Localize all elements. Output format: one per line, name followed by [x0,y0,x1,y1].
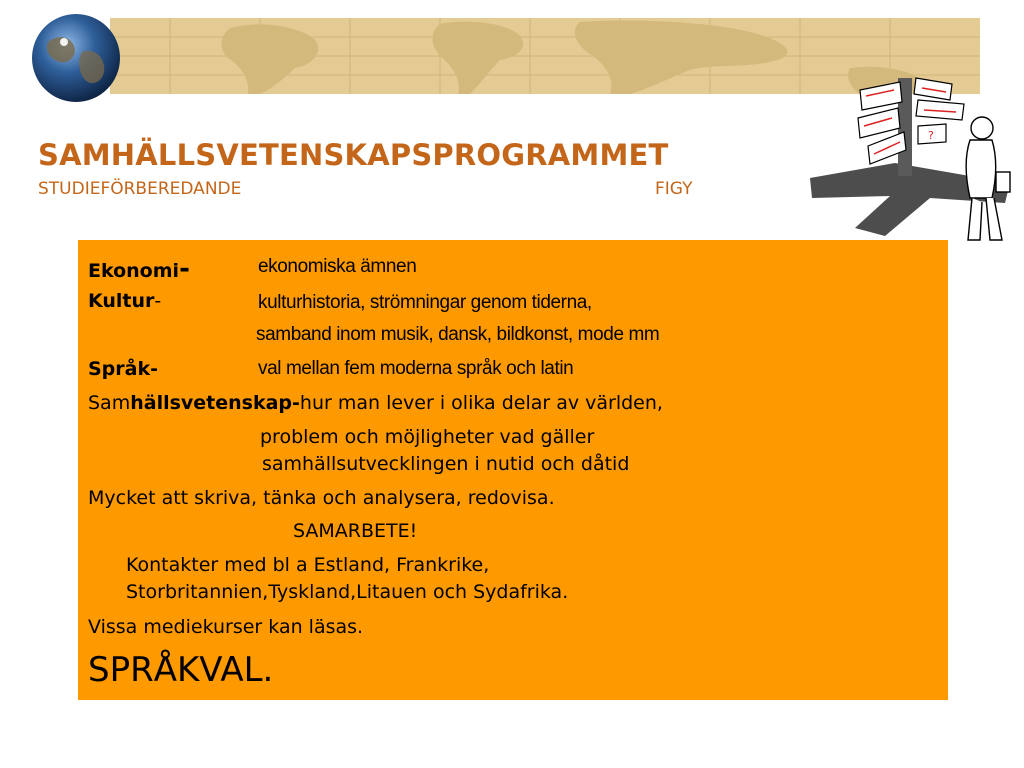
ekonomi-label: Ekonomi [88,260,180,282]
sprak-label: Språk- [88,358,158,380]
samhallsvetenskap-line [88,392,663,414]
kontakter-text: Kontakter med bl a Estland, Frankrike, [126,554,490,576]
page-title: SAMHÄLLSVETENSKAPSPROGRAMMET [38,138,669,172]
sprakval-text: SPRÅKVAL. [88,650,274,690]
subtitle: STUDIEFÖRBEREDANDE [38,179,242,199]
ekonomi-text: ekonomiska ämnen [258,256,417,277]
content-box [78,240,948,700]
samhallsvetenskap-text: hur man lever i olika delar av världen, [299,392,663,414]
kultur-dash: - [154,290,162,312]
svg-text:?: ? [928,129,934,142]
signpost-person-icon [800,68,1024,248]
samhallsvetenskap-text-3: samhällsutvecklingen i nutid och dåtid [262,453,630,475]
samarbete-text: SAMARBETE! [293,520,418,542]
kontakter-text-2: Storbritannien,Tyskland,Litauen och Sydafrika. [126,581,569,603]
samhallsvetenskap-prefix: Sam [88,392,131,414]
kultur-text: kulturhistoria, strömningar genom tiderna, [258,292,592,313]
mycket-text: Mycket att skriva, tänka och analysera, redovisa. [88,487,555,509]
kultur-text-2: samband inom musik, dansk, bildkonst, mode mm [256,324,660,345]
samhallsvetenskap-text-2: problem och möjligheter vad gäller [260,426,595,448]
ekonomi-dash: - [179,254,190,284]
kultur-label: Kultur [88,290,155,312]
medie-text: Vissa mediekurser kan läsas. [88,616,364,638]
ekonomi-line [88,254,190,284]
sprak-text: val mellan fem moderna språk och latin [258,358,574,379]
globe-icon [30,12,122,104]
samhallsvetenskap-label: hällsvetenskap- [130,392,300,414]
kultur-line [88,290,161,312]
subtitle-right: FIGY [655,179,693,199]
